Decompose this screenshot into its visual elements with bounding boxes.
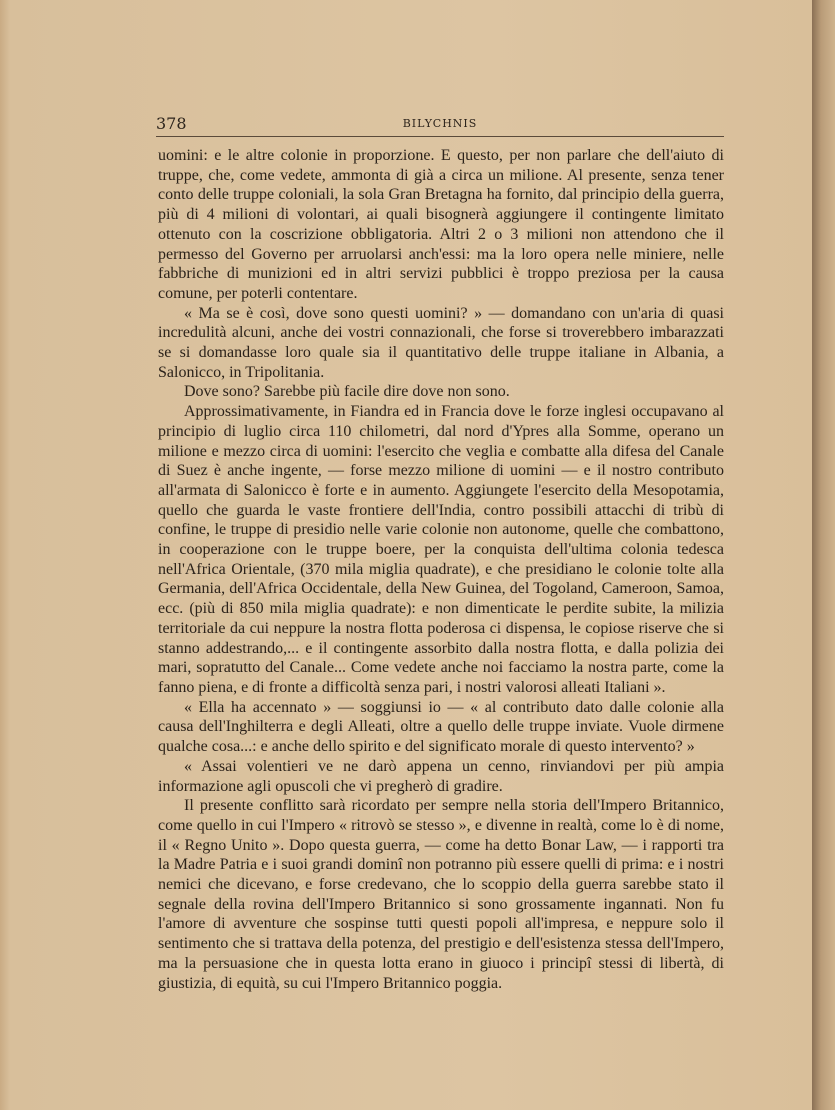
body-text (158, 146, 724, 993)
page-number: 378 (156, 114, 187, 133)
page-edge (812, 0, 835, 1110)
running-head: BILYCHNIS (402, 117, 478, 130)
page-header (156, 112, 724, 137)
paragraph: Il presente conflitto sarà ricordato per sempre nella storia dell'Impero Britannico, come quello in cui l'Impero « ritrovò se stesso », e divenne in realtà, come lo è di nome, il « Regno Unito ». Dopo questa guerra, — come ha detto Bonar Law, — i rapporti tra la Madre Patria e i suoi grandi dominî non potranno più essere quelli di prima: e i nostri nemici che dicevano, e forse credevano, che lo scoppio della guerra sarebbe stato il segnale della rovina dell'Impero Britannico si sono grossamente ingannati. Non fu l'amore di avventure che sospinse tutti questi popoli all'impresa, e neppure solo il sentimento che si trattava della potenza, del prestigio e dell'esistenza stessa dell'Impero, ma la persuasione che in questa lotta erano in giuoco i principî stessi di libertà, di giustizia, di equità, su cui l'Impero Britannico poggia. (158, 797, 724, 992)
paragraph: Dove sono? Sarebbe più facile dire dove non sono. (184, 383, 510, 401)
paragraph: « Ma se è così, dove sono questi uomini? » — domandano con un'aria di quasi incredulità alcuni, anche dei vostri connazionali, che forse si troverebbero imbarazzati se si domandasse loro quale sia il quantitativo delle truppe italiane in Albania, a Salonicco, in Tripolitania. (158, 304, 724, 381)
paragraph: « Ella ha accennato » — soggiunsi io — « al contributo dato dalle colonie alla causa dell'Inghilterra e degli Alleati, oltre a quello delle truppe inviate. Vuole dirmene qualche cosa...: e anche dello spirito e del significato morale di questo intervento? » (158, 698, 724, 756)
paragraph: uomini: e le altre colonie in proporzione. E questo, per non parlare che dell'aiuto di truppe, che, come vedete, ammonta di già a circa un milione. Al presente, senza tener conto delle truppe coloniali, la sola Gran Bretagna ha fornito, dal principio della guerra, più di 4 milioni di volontari, ai quali bisognerà aggiungere il contingente limitato ottenuto con la coscrizione obbligatoria. Altri 2 o 3 milioni non attendono che il permesso del Governo per arruolarsi anch'essi: ma la loro opera nelle miniere, nelle fabbriche di munizioni ed in altri servizi pubblici è troppo preziosa per la causa comune, per poterli contentare. (158, 147, 724, 302)
paragraph: Approssimativamente, in Fiandra ed in Francia dove le forze inglesi occupavano al principio di luglio circa 110 chilometri, dal nord d'Ypres alla Somme, operano un milione e mezzo circa di uomini: l'esercito che veglia e combatte alla difesa del Canale di Suez è anche ingente, — forse mezzo milione di uomini — e il nostro contributo all'armata di Salonicco è forte e in aumento. Aggiungete l'esercito della Mesopotamia, quello che guarda le vaste frontiere dell'India, contro possibili attacchi di tribù di confine, le truppe di presidio nelle varie colonie non autonome, quelle che combattono, in cooperazione con le truppe boere, per la conquista dell'ultima colonia tedesca nell'Africa Orientale, (370 mila miglia quadrate), e che presidiano le colonie tolte alla Germania, dell'Africa Occidentale, della New Guinea, del Togoland, Cameroon, Samoa, ecc. (più di 850 mila miglia quadrate): e non dimenticate le perdite subite, la milizia territoriale da cui neppure la nostra flotta poderosa ci dispensa, le copiose riserve che si stanno addestrando,... e il contingente assorbito dalla nostra flotta, e dalla polizia dei mari, sopratutto del Canale... Come vedete anche noi facciamo la nostra parte, come la fanno piena, e di fronte a difficoltà senza pari, i nostri valorosi alleati Italiani ». (158, 403, 724, 696)
paragraph: « Assai volentieri ve ne darò appena un cenno, rinviandovi per più ampia informazione agli opuscoli che vi pregherò di gradire. (158, 757, 724, 795)
